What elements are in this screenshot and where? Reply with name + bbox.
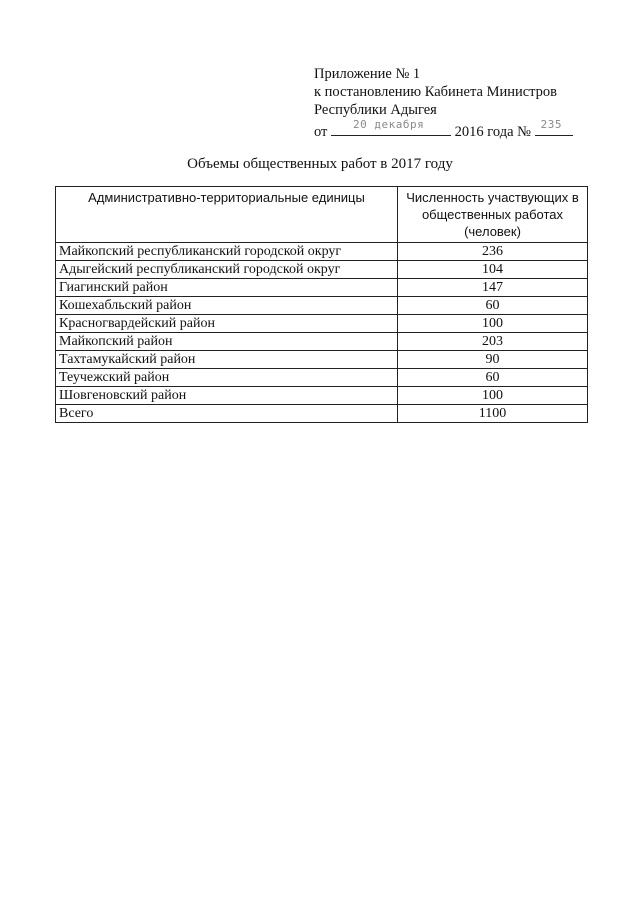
table-header-row: [56, 187, 588, 243]
table-total-row: [56, 405, 588, 423]
table-row: [56, 315, 588, 333]
row-count: 104: [398, 261, 588, 279]
row-count: 60: [398, 297, 588, 315]
table-row: [56, 369, 588, 387]
row-unit: Тахтамукайский район: [56, 351, 398, 369]
date-prefix: от: [314, 124, 328, 140]
number-blank: [535, 119, 573, 136]
appendix-number: Приложение № 1: [314, 66, 421, 82]
row-count: 100: [398, 315, 588, 333]
document-title: Объемы общественных работ в 2017 году: [187, 156, 453, 172]
row-count: 90: [398, 351, 588, 369]
row-count: 203: [398, 333, 588, 351]
table-row: [56, 297, 588, 315]
table-row: [56, 279, 588, 297]
total-count: 1100: [398, 405, 588, 423]
row-count: 100: [398, 387, 588, 405]
row-unit: Шовгеновский район: [56, 387, 398, 405]
table-row: [56, 333, 588, 351]
total-label: Всего: [56, 405, 398, 423]
appendix-resolution-ref: к постановлению Кабинета Министров: [314, 84, 558, 100]
date-handwritten: 20 декабря: [353, 118, 425, 131]
table-row: [56, 387, 588, 405]
appendix-republic: Республики Адыгея: [314, 102, 437, 118]
date-suffix: 2016 года №: [454, 124, 531, 140]
row-unit: Майкопский район: [56, 333, 398, 351]
date-blank: [331, 119, 451, 136]
row-count: 236: [398, 243, 588, 261]
row-unit: Кошехабльский район: [56, 297, 398, 315]
table-row: [56, 351, 588, 369]
table-row: [56, 243, 588, 261]
row-unit: Красногвардейский район: [56, 315, 398, 333]
number-handwritten: 235: [540, 118, 562, 131]
row-unit: Гиагинский район: [56, 279, 398, 297]
row-count: 60: [398, 369, 588, 387]
row-unit: Теучежский район: [56, 369, 398, 387]
row-unit: Адыгейский республиканский городской округ: [56, 261, 398, 279]
table-row: [56, 261, 588, 279]
appendix-header: [314, 65, 573, 141]
public-works-table: [55, 186, 588, 423]
header-count: Численность участвующих в общественных работах (человек): [398, 187, 588, 243]
row-count: 147: [398, 279, 588, 297]
header-units: Административно-территориальные единицы: [56, 187, 398, 243]
appendix-date-line: [314, 119, 573, 141]
row-unit: Майкопский республиканский городской округ: [56, 243, 398, 261]
